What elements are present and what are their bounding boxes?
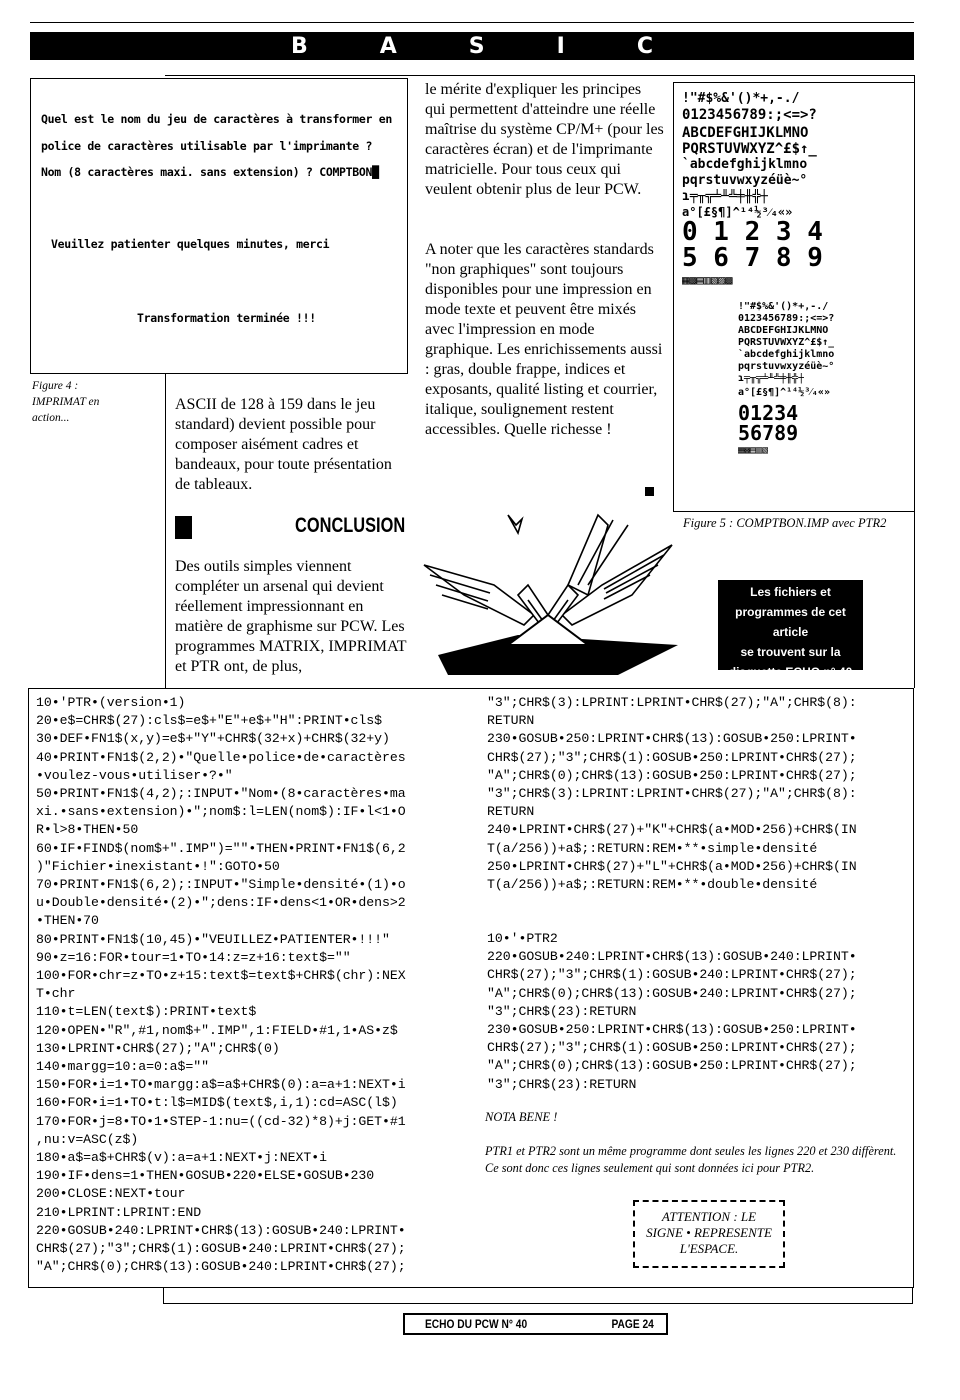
glyph-row: `abcdefghijklmno (738, 349, 835, 360)
glyph-row: a°[£§¶]^¹⁴½³⁄₄«» (738, 387, 830, 398)
info-line: se trouvent sur la (740, 645, 841, 659)
info-line: Les fichiers et (750, 585, 831, 599)
glyph-row: a°[£§¶]^¹⁴½³⁄₄«» (682, 205, 793, 219)
article-paragraph: Des outils simples viennent compléter un arsenal qui devient réellement impressionnant en matière de graphisme sur PCW. Les programmes MATRIX, IMPRIMAT et PTR ont, de plus, (175, 558, 407, 675)
glyph-row: 56789 (738, 421, 799, 445)
glyph-row: ABCDEFGHIJKLMNO (738, 325, 829, 336)
code-listing-ptr2: 10•'•PTR2 220•GOSUB•240:LPRINT•CHR$(13):GOSUB•240:LPRINT• CHR$(27);"3";CHR$(1):GOSUB•240:LPRINT•CHR$(27); "A";CHR$(0);CHR$(13):GOSUB•240:LPRINT•CHR$(27); "3";CHR$(23):RETURN 230•GOSUB•250:LPRINT•CHR$(13):GOSUB•250:LPRINT• CHR$(27);"3";CHR$(1):GOSUB•250:LPRINT•CHR$(27); "A";CHR$(0);CHR$(13):GOSUB•250:LPRINT•CHR$(27); "3";CHR$(23):RETURN (487, 931, 857, 1092)
glyph-row: 5 6 7 8 9 (682, 243, 823, 273)
glyph-row: 0 1 2 3 4 (682, 217, 823, 247)
glyph-row: 0123456789:;<=>? (682, 107, 817, 123)
info-box (718, 580, 863, 679)
info-line: disquette ECHO n° 40 (728, 665, 853, 679)
frame-rule-left (165, 374, 166, 688)
glyph-row: ɿ╤╥╦╧╨╩╪╫╬┼ (738, 373, 805, 384)
article-paragraph: ASCII de 128 à 159 dans le jeu standard) devient possible pour composer aisément cadres et bandeaux, pour toute présentation de tableaux. (175, 396, 392, 493)
screen-line: Quel est le nom du jeu de caractères à transformer en (41, 112, 393, 126)
section-banner (30, 32, 914, 60)
frame-rule-bottom (163, 1303, 913, 1304)
glyph-row: PQRSTUVWXYZ^£$↑_ (738, 337, 835, 348)
heading-square-icon (175, 516, 192, 539)
hands-illustration (418, 505, 678, 685)
attention-line: L'ESPACE. (679, 1241, 739, 1256)
code-listing-ptr-continued: "3";CHR$(3):LPRINT:LPRINT•CHR$(27);"A";CHR$(8): RETURN 230•GOSUB•250:LPRINT•CHR$(13):GOSUB•250:LPRINT• CHR$(27);"3";CHR$(1):GOSUB•250:LPRINT•CHR$(27); "A";CHR$(0);CHR$(13):GOSUB•250:LPRINT•CHR$(27); "3";CHR$(3):LPRINT:LPRINT•CHR$(27);"A";CHR$(8): RETURN 240•LPRINT•CHR$(27)+"K"+CHR$(a•MOD•256)+CHR$(IN T(a/256))+a$;:RETURN:REM•**•simple•densité 250•LPRINT•CHR$(27)+"L"+CHR$(a•MOD•256)+CHR$(IN T(a/256))+a$;:RETURN:REM•**•double•densité (487, 695, 857, 893)
glyph-row: ABCDEFGHIJKLMNO (682, 125, 809, 141)
figure4-caption: Figure 4 : IMPRIMAT en action... (32, 380, 100, 424)
glyph-row: !"#$%&'()*+,-./ (738, 301, 829, 312)
attention-line: ATTENTION : LE (661, 1209, 757, 1224)
attention-line: SIGNE • REPRESENTE (646, 1225, 772, 1240)
glyph-row: `abcdefghijklmno (682, 157, 808, 172)
code-listing-ptr: 10•'PTR•(version•1) 20•e$=CHR$(27):cls$=e$+"E"+e$+"H":PRINT•cls$ 30•DEF•FN1$(x,y)=e$+"Y"+CHR$(32+x)+CHR$(32+y) 40•PRINT•FN1$(2,2)•"Quelle•police•de•caractères •voulez-vous•utiliser•?•" 50•PRINT•FN1$(4,2);:INPUT•"Nom•(8•caractères•ma xi.•sans•extension)•";nom$:l=LEN(nom$):IF•l<1•O R•l>8•THEN•50 60•IF•FIND$(nom$+".IMP")=""•THEN•PRINT•FN1$(6,2 )"Fichier•inexistant•!":GOTO•50 70•PRINT•FN1$(6,2);:INPUT•"Simple•densité•(1)•o u•Double•densité•(2)•";dens:IF•dens<1•OR•dens>2 •THEN•70 80•PRINT•FN1$(10,45)•"VEUILLEZ•PATIENTER•!!!" 90•z=16:FOR•tour=1•TO•14:z=z+16:text$="" 100•FOR•chr=z•TO•z+15:text$=text$+CHR$(chr):NEX T•chr 110•t=LEN(text$):PRINT•text$ 120•OPEN•"R",#1,nom$+".IMP",1:FIELD•#1,1•AS•z$ 130•LPRINT•CHR$(27);"A";CHR$(0) 140•margg=10:a=0:a$="" 150•FOR•i=1•TO•margg:a$=a$+CHR$(0):a=a+1:NEXT•i 160•FOR•i=1•TO•t:l$=MID$(text$,i,1):cd=ASC(l$) 170•FOR•j=8•TO•1•STEP-1:nu=((cd-32)*8)+j:GET•#1 ,nu:v=ASC(z$) 180•a$=a$+CHR$(v):a=a+1:NEXT•j:NEXT•i 190•IF•dens=1•THEN•GOSUB•220•ELSE•GOSUB•230 200•CLOSE:NEXT•tour 210•LPRINT:LPRINT:END 220•GOSUB•240:LPRINT•CHR$(13):GOSUB•240:LPRINT• CHR$(27);"3";CHR$(1):GOSUB•240:LPRINT•CHR$(27); "A";CHR$(0);CHR$(13):GOSUB•240:LPRINT•CHR$(27); (36, 695, 406, 1275)
nota-bene-title: NOTA BENE ! (485, 1110, 558, 1124)
article-end-square-icon (645, 487, 654, 496)
figure5-caption: Figure 5 : COMPTBON.IMP avec PTR2 (683, 516, 887, 530)
glyph-row: PQRSTUVWXYZ^£$↑_ (682, 141, 817, 157)
font-sample-figure (673, 82, 915, 512)
glyph-row: ▦▩▤▥▧ (738, 445, 769, 456)
glyph-row: pqrstuvwxyzéüè~° (738, 361, 835, 372)
screen-line: Nom (8 caractères maxi. sans extension) ? COMPTBON█ (41, 165, 379, 179)
glyph-row: ▦▩▤▥▧▨▩ (682, 273, 733, 287)
glyph-row: ɿ╤╥╦╧╨╩╪╫╬┼ (682, 189, 769, 204)
footer-magazine: ECHO DU PCW N° 40 (425, 1317, 528, 1331)
screen-line: Veuillez patienter quelques minutes, merci (51, 237, 330, 251)
glyph-row: 0123456789:;<=>? (738, 313, 835, 324)
screen-line: Transformation terminée !!! (137, 311, 316, 325)
conclusion-title: CONCLUSION (294, 514, 405, 537)
nota-bene-text: PTR1 et PTR2 sont un même programme dont seules les lignes 220 et 230 diffèrent. Ce sont donc ces lignes seulement qui sont données ici pour PTR2. (485, 1144, 897, 1175)
frame-rule-top (165, 75, 915, 76)
imprimat-screen-figure (30, 78, 408, 374)
glyph-row: 01234 (738, 401, 799, 425)
screen-line: police de caractères utilisable par l'imprimante ? (41, 139, 373, 153)
frame-rule-bottom-right (912, 1288, 913, 1304)
article-paragraph: A noter que les caractères standards "non graphiques" sont toujours disponibles pour une impression en mode texte et peuvent être mixés avec l'impression en mode graphique. Les enrichissements aussi : gras, double frappe, indices et exposants, qualité listing et courrier, italique, soulignement restent accessibles. Quelle richesse ! (425, 241, 663, 438)
glyph-row: !"#$%&'()*+,-./ (682, 91, 800, 106)
conclusion-heading (175, 514, 407, 544)
banner-title: BASIC (291, 33, 725, 59)
page-footer (403, 1313, 668, 1335)
top-rule (30, 22, 914, 23)
footer-page-number: PAGE 24 (611, 1317, 654, 1331)
attention-box (633, 1200, 785, 1268)
info-line: programmes de cet article (735, 605, 846, 639)
article-paragraph: le mérite d'expliquer les principes qui permettent d'atteindre une réelle maîtrise du système CP/M+ (pour les caractères écran) et de l'imprimante matricielle. Pour tous ceux qui veulent obtenir plus de leur PCW. (425, 81, 664, 198)
glyph-row: pqrstuvwxyzéüè~° (682, 173, 808, 188)
frame-rule-bottom-left (163, 1288, 164, 1304)
